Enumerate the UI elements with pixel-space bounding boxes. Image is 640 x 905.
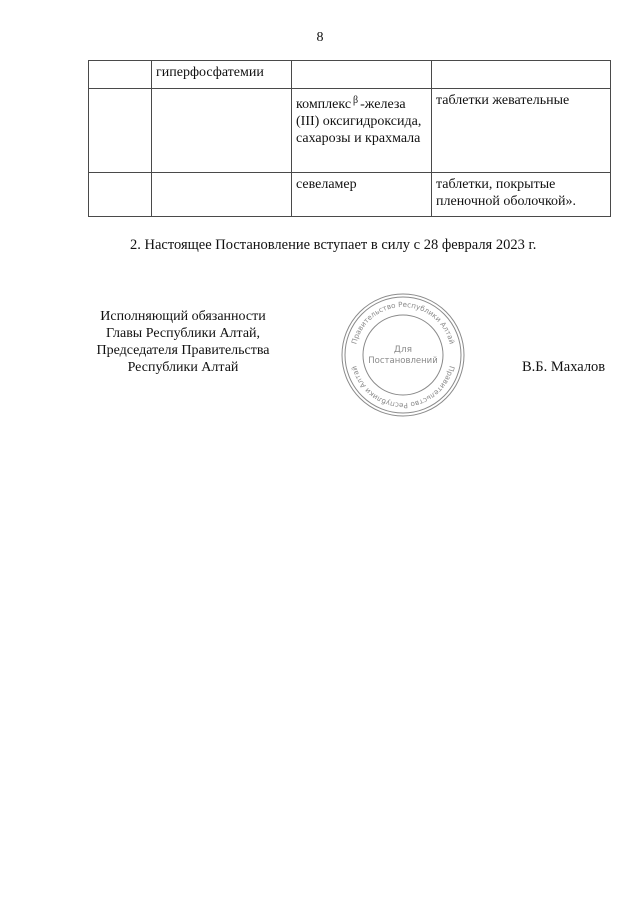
table-cell xyxy=(89,61,152,89)
signatory-title-line: Главы Республики Алтай, xyxy=(105,326,261,341)
seal-inner-ring xyxy=(363,315,443,395)
drug-table xyxy=(88,60,611,217)
table-cell-drug-name: севеламер xyxy=(292,173,432,217)
table-cell xyxy=(152,89,292,173)
table-cell-dosage-form: таблетки, покрытые пленочной оболочкой». xyxy=(432,173,611,217)
seal-ring-text-top: Правительство Республики Алтай xyxy=(349,299,457,346)
table-row xyxy=(89,173,611,217)
table-cell-drug-name xyxy=(292,89,432,173)
seal-center-line1: Для xyxy=(393,345,413,355)
table-cell-dosage-form: таблетки жевательные xyxy=(432,89,611,173)
table-cell xyxy=(152,173,292,217)
effective-date-clause: 2. Настоящее Постановление вступает в силу с 28 февраля 2023 г. xyxy=(130,237,537,253)
seal-middle-ring xyxy=(345,297,461,413)
page-number: 8 xyxy=(316,30,324,45)
table-cell xyxy=(292,61,432,89)
drug-name-suffix: -железа (III) оксигидроксида, сахарозы и крахмала xyxy=(296,97,422,146)
official-seal xyxy=(340,292,466,418)
table-cell xyxy=(89,173,152,217)
signatory-title-line: Исполняющий обязанности xyxy=(100,309,266,324)
table-row xyxy=(89,89,611,173)
seal-ring-text-bottom: Правительство Республики Алтай xyxy=(349,364,457,411)
table-cell-condition: гиперфосфатемии xyxy=(152,61,292,89)
table-cell xyxy=(89,89,152,173)
beta-symbol: β xyxy=(353,95,359,106)
signatory-title-line: Председателя Правительства xyxy=(96,343,270,358)
seal-outer-ring xyxy=(342,294,464,416)
seal-center-line2: Постановлений xyxy=(368,356,438,366)
drug-name-prefix: комплекс xyxy=(296,97,352,112)
signer-name: В.Б. Махалов xyxy=(522,359,606,375)
table-cell xyxy=(432,61,611,89)
signatory-title xyxy=(88,308,278,376)
signatory-title-line: Республики Алтай xyxy=(127,360,239,375)
table-row xyxy=(89,61,611,89)
